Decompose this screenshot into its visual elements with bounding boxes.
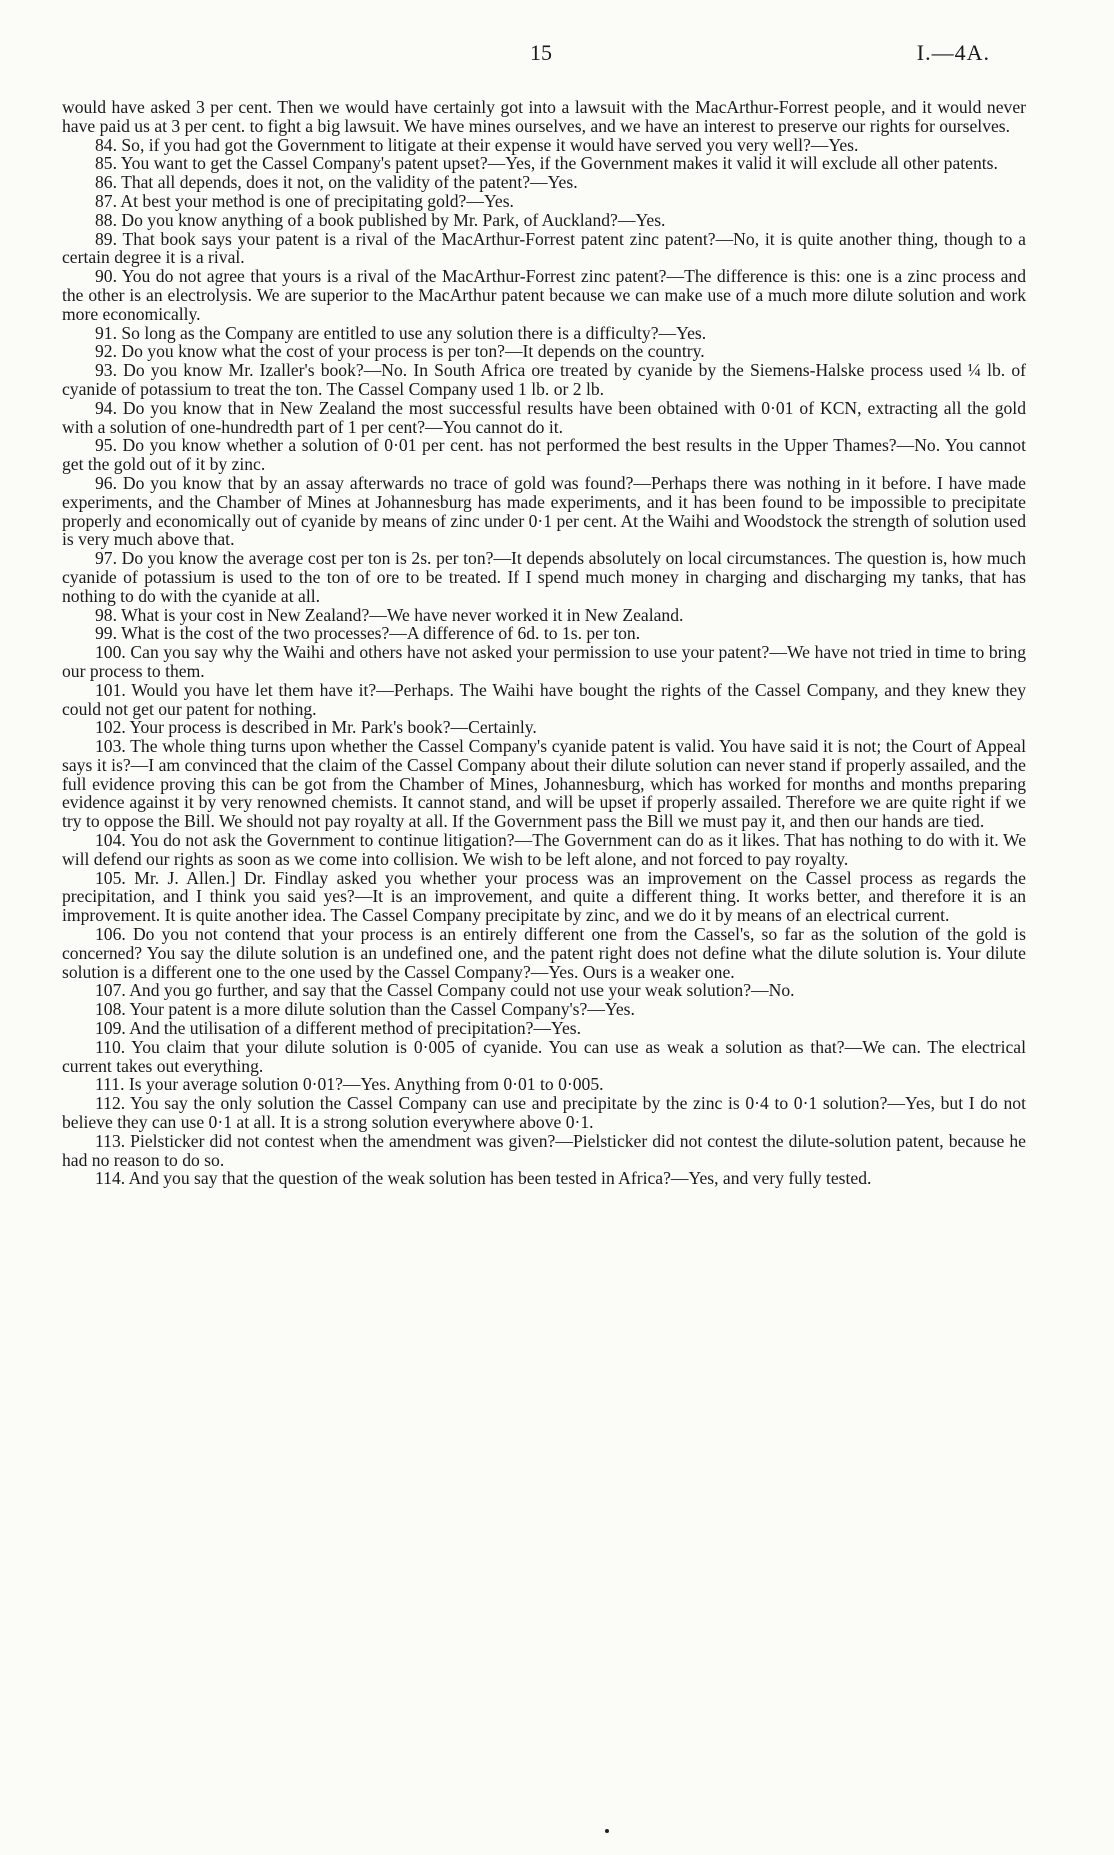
paragraph: 107. And you go further, and say that the Cassel Company could not use your weak solution?—No.: [95, 980, 795, 1001]
paragraph: 90. You do not agree that yours is a rival of the MacArthur-Forrest zinc patent?—The difference is this: one is a zinc process and the other is an electrolysis. We are superior to the MacArthur patent because we can make use of a much more dilute solution and work more economically.: [62, 266, 1026, 324]
paragraph: 104. You do not ask the Government to continue litigation?—The Government can do as it likes. That has nothing to do with it. We will defend our rights as soon as we come into collision. We wish to be left alone, and not forced to pay royalty.: [62, 830, 1026, 869]
paragraph: 97. Do you know the average cost per ton is 2s. per ton?—It depends absolutely on local circumstances. The question is, how much cyanide of potassium is used to the ton of ore to be treated. If I spend much money in charging and discharging my tanks, that has nothing to do with the cyanide at all.: [62, 548, 1026, 606]
paragraph: 106. Do you not contend that your process is an entirely different one from the Cassel's, so far as the solution of the gold is concerned? You say the dilute solution is an undefined one, and the patent right does not define what the dilute solution is. Your dilute solution is a different one to the one used by the Cassel Company?—Yes. Ours is a weaker one.: [62, 924, 1026, 982]
paragraph: 114. And you say that the question of the weak solution has been tested in Africa?—Yes, and very fully tested.: [95, 1168, 872, 1189]
paragraph: 94. Do you know that in New Zealand the most successful results have been obtained with 0·01 of KCN, extracting all the gold with a solution of one-hundredth part of 1 per cent?—You cannot do it.: [62, 397, 1026, 437]
paragraph: 110. You claim that your dilute solution is 0·005 of cyanide. You can use as weak a solution as that?—We can. The electrical current takes out everything.: [62, 1036, 1026, 1076]
paragraph: 92. Do you know what the cost of your process is per ton?—It depends on the country.: [95, 341, 705, 362]
page-number: 15: [530, 40, 552, 65]
paragraph: 88. Do you know anything of a book published by Mr. Park, of Auckland?—Yes.: [95, 209, 666, 230]
paragraph: 98. What is your cost in New Zealand?—We have never worked it in New Zealand.: [95, 604, 684, 625]
paragraph: 89. That book says your patent is a rival of the MacArthur-Forrest patent zinc patent?—No, it is quite another thing, though to a certain degree it is a rival.: [62, 228, 1026, 268]
paragraph: 86. That all depends, does it not, on the validity of the patent?—Yes.: [95, 172, 578, 193]
paragraph: 100. Can you say why the Waihi and others have not asked your permission to use your patent?—We have not tried in time to bring our process to them.: [62, 642, 1026, 681]
paragraph: 105. Mr. J. Allen.] Dr. Findlay asked you whether your process was an improvement on the Cassel process as regards the precipitation, and I think you said yes?—It is an improvement, and quite a different thing. It works better, and therefore it is an improvement. It is quite another idea. The Cassel Company precipitate by zinc, and we do it by means of an electrical current.: [62, 867, 1026, 926]
paragraph: 87. At best your method is one of precipitating gold?—Yes.: [95, 190, 514, 211]
paragraph: would have asked 3 per cent. Then we would have certainly got into a lawsuit with the MacArthur-Forrest people, and it would never have paid us at 3 per cent. to fight a big lawsuit. We have mines ourselves, and we have an interest to preserve our rights for ourselves.: [62, 97, 1026, 136]
paragraph: 95. Do you know whether a solution of 0·01 per cent. has not performed the best results in the Upper Thames?—No. You cannot get the gold out of it by zinc.: [62, 435, 1026, 475]
paragraph: 101. Would you have let them have it?—Perhaps. The Waihi have bought the rights of the Cassel Company, and they knew they could not get our patent for nothing.: [62, 679, 1026, 719]
paragraph: 99. What is the cost of the two processes?—A difference of 6d. to 1s. per ton.: [95, 623, 641, 644]
paragraph: 84. So, if you had got the Government to litigate at their expense it would have served you very well?—Yes.: [95, 134, 859, 155]
document-reference: I.—4A.: [916, 40, 990, 65]
paragraph: 85. You want to get the Cassel Company's patent upset?—Yes, if the Government makes it valid it will exclude all other patents.: [95, 153, 998, 174]
paragraph: 112. You say the only solution the Cassel Company can use and precipitate by the zinc is 0·4 to 0·1 solution?—Yes, but I do not believe they can use 0·1 at all. It is a strong solution everywhere above 0·1.: [62, 1093, 1026, 1133]
paragraph: 109. And the utilisation of a different method of precipitation?—Yes.: [95, 1018, 582, 1039]
paragraph: 111. Is your average solution 0·01?—Yes. Anything from 0·01 to 0·005.: [95, 1074, 604, 1095]
page-header: [0, 40, 1114, 70]
printer-mark: [605, 1829, 609, 1833]
paragraph: 113. Pielsticker did not contest when the amendment was given?—Pielsticker did not contest the dilute-solution patent, because he had no reason to do so.: [62, 1130, 1026, 1170]
paragraph: 93. Do you know Mr. Izaller's book?—No. In South Africa ore treated by cyanide by the Siemens-Halske process used ¼ lb. of cyanide of potassium to treat the ton. The Cassel Company used 1 lb. or 2 lb.: [62, 360, 1026, 399]
paragraph: 103. The whole thing turns upon whether the Cassel Company's cyanide patent is valid. You have said it is not; the Court of Appeal says it is?—I am convinced that the claim of the Cassel Company about their dilute solution can never stand if properly assailed, and the full evidence proving this can be got from the Chamber of Mines, Johannesburg, which has worked for months and months preparing evidence against it by very renowned chemists. It cannot stand, and will be upset if properly assailed. Therefore we are quite right if we try to oppose the Bill. We should not pay royalty at all. If the Government pass the Bill we must pay it, and then our hands are tied.: [62, 736, 1026, 832]
body-text: [62, 98, 1026, 1188]
paragraph: 102. Your process is described in Mr. Park's book?—Certainly.: [95, 717, 537, 738]
paragraph: 91. So long as the Company are entitled to use any solution there is a difficulty?—Yes.: [95, 322, 707, 343]
paragraph: 108. Your patent is a more dilute solution than the Cassel Company's?—Yes.: [95, 999, 635, 1020]
paragraph: 96. Do you know that by an assay afterwards no trace of gold was found?—Perhaps there was nothing in it before. I have made experiments, and the Chamber of Mines at Johannesburg has made experiments, and it has been found to be impossible to precipitate properly and economically out of cyanide by means of zinc under 0·1 per cent. At the Waihi and Woodstock the strength of solution used is very much above that.: [62, 472, 1026, 550]
